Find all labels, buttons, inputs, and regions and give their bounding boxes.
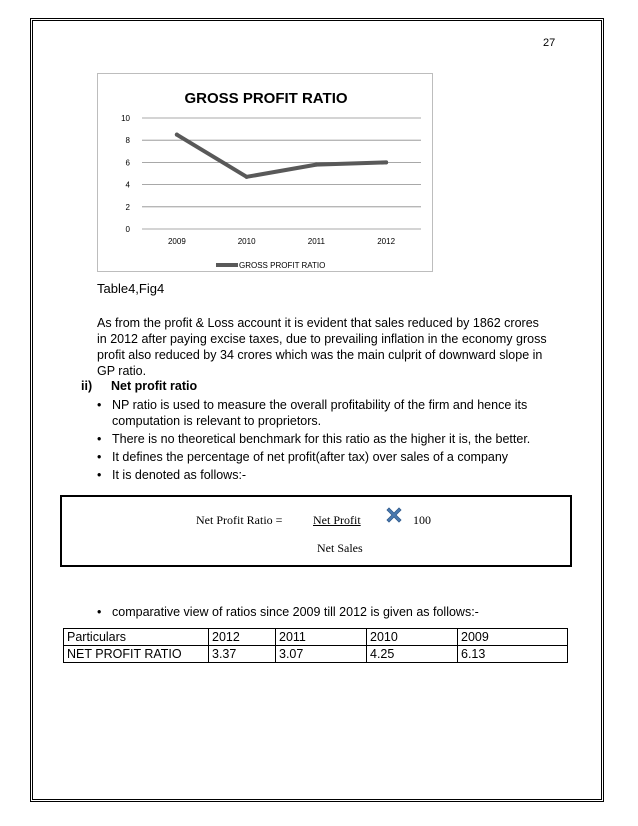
bullet-list	[97, 397, 563, 485]
table-cell: NET PROFIT RATIO	[64, 646, 209, 663]
data-point	[245, 175, 249, 179]
series-line	[177, 135, 386, 177]
x-cross-icon	[384, 505, 404, 529]
formula-denominator: Net Sales	[317, 541, 363, 555]
legend-label: GROSS PROFIT RATIO	[239, 261, 326, 270]
figure-caption: Table4,Fig4	[97, 281, 165, 296]
table-header-cell: 2010	[367, 629, 458, 646]
table-cell: 3.37	[209, 646, 276, 663]
y-tick-label: 4	[125, 180, 130, 190]
table-header-row	[64, 629, 568, 646]
x-tick-label: 2010	[237, 237, 256, 246]
table-cell: 6.13	[458, 646, 568, 663]
table-cell: 4.25	[367, 646, 458, 663]
x-tick-label: 2011	[307, 237, 325, 246]
bullet-line: • There is no theoretical benchmark for this ratio as the higher it is, the better.	[112, 432, 531, 446]
paragraph-line: GP ratio.	[97, 364, 147, 378]
formula-label: Net Profit Ratio =	[196, 513, 283, 527]
table-cell: 3.07	[276, 646, 367, 663]
formula-box	[60, 495, 572, 567]
section-title: Net profit ratio	[111, 379, 198, 393]
bullet-line: • It defines the percentage of net profit(after tax) over sales of a company	[112, 450, 509, 464]
y-tick-label: 8	[125, 136, 130, 146]
bullet-line: comparative view of ratios since 2009 till 2012 is given as follows:-	[112, 605, 479, 619]
y-tick-label: 10	[121, 114, 130, 123]
bullet-item	[97, 449, 563, 465]
formula-multiplier: 100	[413, 513, 431, 527]
chart-svg	[98, 74, 434, 273]
chart-title: GROSS PROFIT RATIO	[184, 90, 348, 107]
bullet-line: • It is denoted as follows:-	[112, 468, 247, 482]
data-point	[175, 133, 179, 137]
bullet-line: • NP ratio is used to measure the overall profitability of the firm and hence its	[112, 398, 528, 412]
gross-profit-chart	[97, 73, 433, 272]
data-point	[384, 160, 388, 164]
bullet-item	[97, 467, 563, 483]
section-number: ii)	[81, 379, 93, 393]
paragraph-line: in 2012 after paying excise taxes, due to prevailing inflation in the economy gross	[97, 332, 547, 346]
section-heading	[81, 379, 197, 393]
y-tick-label: 0	[125, 225, 130, 234]
bullet-item	[97, 397, 563, 429]
data-point	[314, 163, 318, 167]
table-header-cell: Particulars	[64, 629, 209, 646]
bullet-item	[97, 431, 563, 447]
paragraph-line: As from the profit & Loss account it is evident that sales reduced by 1862 crores	[97, 316, 539, 330]
y-tick-label: 6	[125, 158, 130, 168]
analysis-paragraph	[97, 315, 563, 379]
ratio-table	[63, 628, 568, 663]
paragraph-line: profit also reduced by 34 crores which was the main culprit of downward slope in	[97, 348, 543, 362]
table-row	[64, 646, 568, 663]
x-tick-label: 2012	[377, 237, 396, 246]
table-header-cell: 2012	[209, 629, 276, 646]
page-number: 27	[543, 37, 556, 49]
comparative-bullet	[97, 605, 578, 619]
table-header-cell: 2011	[276, 629, 367, 646]
formula-numerator: Net Profit	[313, 513, 361, 527]
y-tick-label: 2	[125, 202, 130, 212]
table-header-cell: 2009	[458, 629, 568, 646]
x-tick-label: 2009	[167, 237, 186, 246]
bullet-line: computation is relevant to proprietors.	[112, 414, 322, 428]
